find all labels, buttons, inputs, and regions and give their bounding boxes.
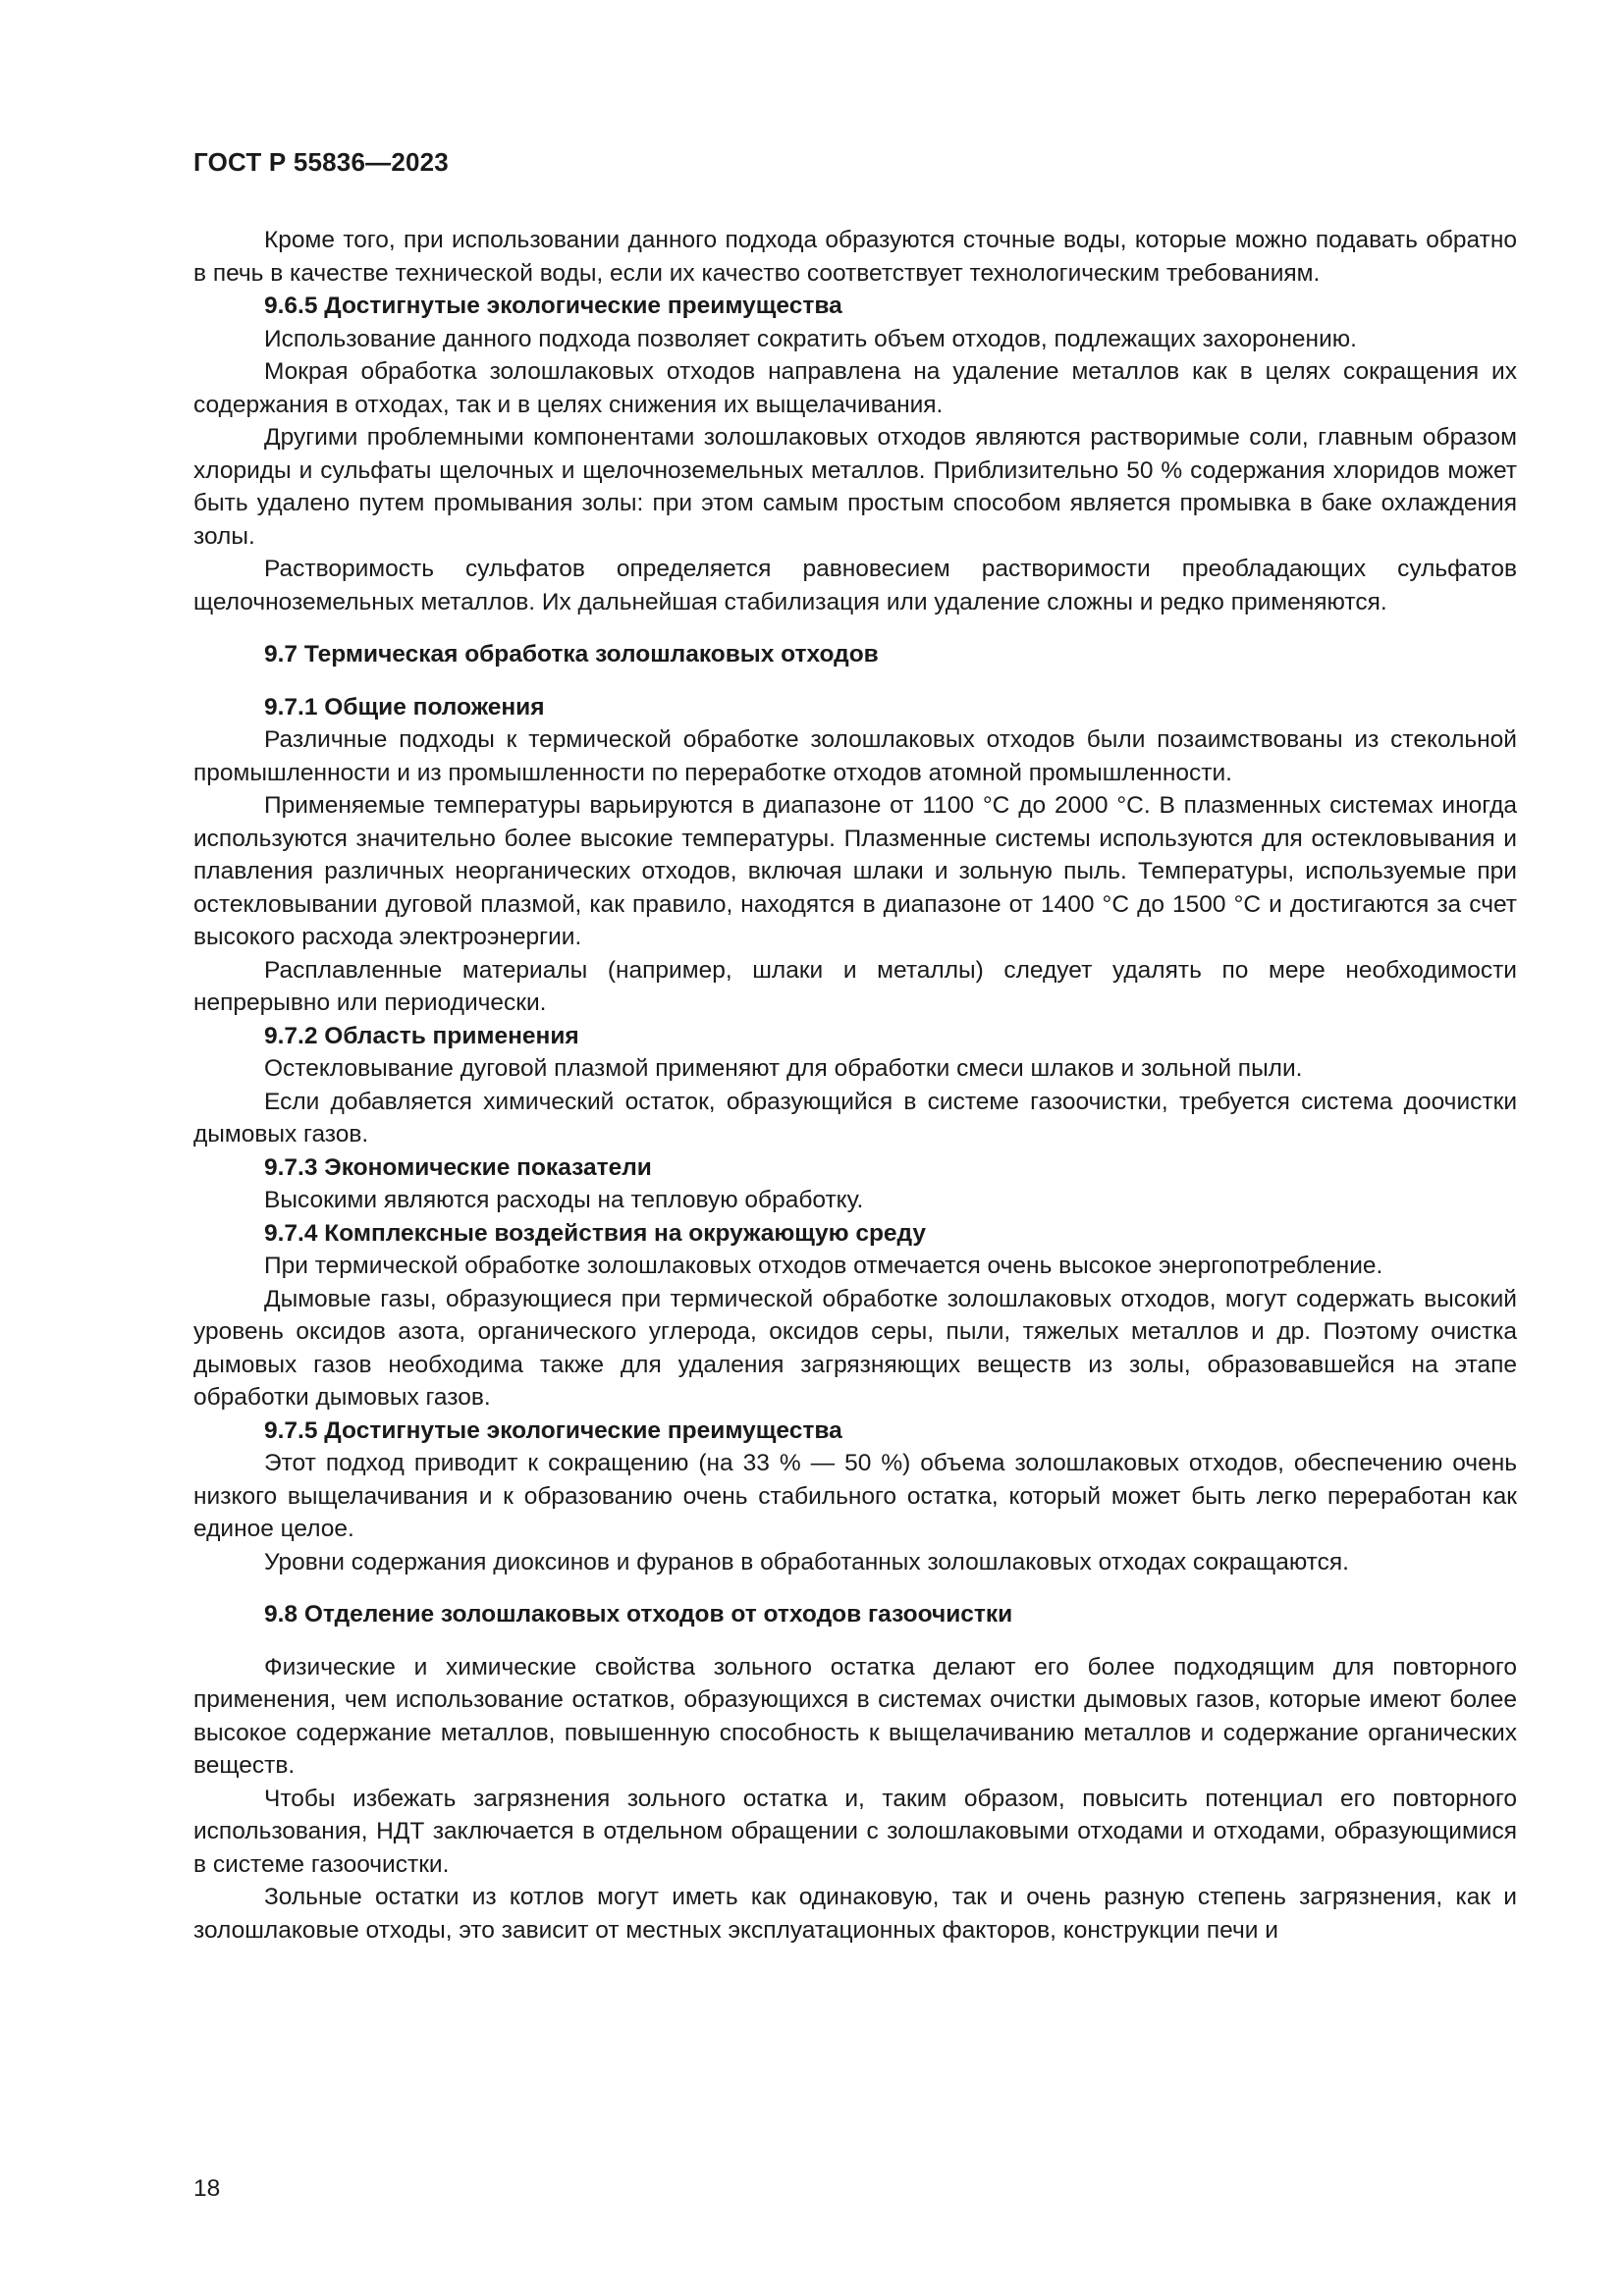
paragraph: Физические и химические свойства зольного остатка делают его более подходящим для повторного применения, чем использование остатков, образующихся в системах очистки дымовых газов, которые имеют более высокое содержание металлов, повышенную способность к выщелачиванию металлов и содержание органических веществ. xyxy=(193,1653,1517,1779)
paragraph: Мокрая обработка золошлаковых отходов направлена на удаление металлов как в целях сокращения их содержания в отходах, так и в целях снижения их выщелачивания. xyxy=(193,358,1517,418)
paragraph: Применяемые температуры варьируются в диапазоне от 1100 °С до 2000 °С. В плазменных системах иногда используются значительно более высокие температуры. Плазменные системы используются для остекловывания и плавления различных неорганических отходов, включая шлаки и зольную пыль. Температуры, используемые при остекловывании дуговой плазмой, как правило, находятся в диапазоне от 1400 °С до 1500 °С и достигаются за счет высокого расхода электроэнергии. xyxy=(193,792,1517,950)
section-heading-9-7-4: 9.7.4 Комплексные воздействия на окружающую среду xyxy=(264,1219,927,1247)
paragraph: Высокими являются расходы на тепловую обработку. xyxy=(264,1187,864,1213)
paragraph: Различные подходы к термической обработке золошлаковых отходов были позаимствованы из стекольной промышленности и из промышленности по переработке отходов атомной промышленности. xyxy=(193,726,1517,786)
section-heading-9-7-2: 9.7.2 Область применения xyxy=(264,1022,579,1049)
paragraph: При термической обработке золошлаковых отходов отмечается очень высокое энергопотребление. xyxy=(264,1253,1383,1279)
paragraph: Расплавленные материалы (например, шлаки и металлы) следует удалять по мере необходимости непрерывно или периодически. xyxy=(193,956,1517,1016)
section-heading-9-7-3: 9.7.3 Экономические показатели xyxy=(264,1153,652,1181)
document-body xyxy=(193,224,1517,1947)
document-code-header: ГОСТ Р 55836—2023 xyxy=(193,147,449,177)
paragraph: Другими проблемными компонентами золошлаковых отходов являются растворимые соли, главным образом хлориды и сульфаты щелочных и щелочноземельных металлов. Приблизительно 50 % содержания хлоридов может быть удалено путем промывания золы: при этом самым простым способом является промывка в баке охлаждения золы. xyxy=(193,424,1517,550)
paragraph: Если добавляется химический остаток, образующийся в системе газоочистки, требуется система доочистки дымовых газов. xyxy=(193,1088,1517,1148)
paragraph: Уровни содержания диоксинов и фуранов в обработанных золошлаковых отходах сокращаются. xyxy=(264,1548,1349,1575)
paragraph: Кроме того, при использовании данного подхода образуются сточные воды, которые можно подавать обратно в печь в качестве технической воды, если их качество соответствует технологическим требованиям. xyxy=(193,227,1517,287)
section-heading-9-8: 9.8 Отделение золошлаковых отходов от отходов газоочистки xyxy=(264,1601,1013,1628)
paragraph: Растворимость сульфатов определяется равновесием растворимости преобладающих сульфатов щелочноземельных металлов. Их дальнейшая стабилизация или удаление сложны и редко применяются. xyxy=(193,556,1517,615)
section-heading-9-7-1: 9.7.1 Общие положения xyxy=(264,693,545,721)
section-heading-9-7: 9.7 Термическая обработка золошлаковых отходов xyxy=(264,641,879,667)
paragraph: Чтобы избежать загрязнения зольного остатка и, таким образом, повысить потенциал его повторного использования, НДТ заключается в отдельном обращении с золошлаковыми отходами и отходами, образующимися в системе газоочистки. xyxy=(193,1785,1517,1878)
paragraph: Этот подход приводит к сокращению (на 33 % — 50 %) объема золошлаковых отходов, обеспечению очень низкого выщелачивания и к образованию очень стабильного остатка, который может быть легко переработан как единое целое. xyxy=(193,1450,1517,1542)
page-number: 18 xyxy=(193,2175,221,2202)
paragraph: Дымовые газы, образующиеся при термической обработке золошлаковых отходов, могут содержать высокий уровень оксидов азота, органического углерода, оксидов серы, пыли, тяжелых металлов и др. Поэтому очистка дымовых газов необходима также для удаления загрязняющих веществ из золы, образовавшейся на этапе обработки дымовых газов. xyxy=(193,1285,1517,1411)
paragraph: Остекловывание дуговой плазмой применяют для обработки смеси шлаков и зольной пыли. xyxy=(264,1055,1303,1082)
section-heading-9-7-5: 9.7.5 Достигнутые экологические преимущества xyxy=(264,1416,842,1444)
paragraph: Использование данного подхода позволяет сократить объем отходов, подлежащих захоронению. xyxy=(264,325,1357,352)
section-heading-9-6-5: 9.6.5 Достигнутые экологические преимущества xyxy=(264,293,842,319)
paragraph: Зольные остатки из котлов могут иметь как одинаковую, так и очень разную степень загрязнения, как и золошлаковые отходы, это зависит от местных эксплуатационных факторов, конструкции печи и xyxy=(193,1884,1517,1944)
